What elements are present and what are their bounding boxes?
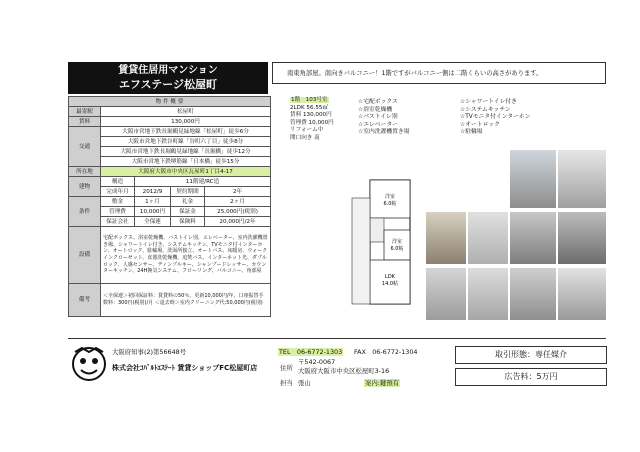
transport-line: 大阪市営地下鉄長堀鶴見緑地線「長堀橋」徒歩12分 bbox=[101, 147, 271, 157]
summary-line: 2LDK 56.55㎡ bbox=[290, 104, 329, 111]
feature-item: ☆駐輪場 bbox=[460, 129, 483, 136]
title-line2: エフステージ松屋町 bbox=[118, 78, 218, 91]
spec-table bbox=[68, 96, 271, 317]
address-label: 住所 bbox=[280, 364, 293, 372]
tel-number: TEL 06-6772-1303 bbox=[279, 348, 343, 356]
feature-item: ☆オートロック bbox=[460, 121, 500, 128]
deposit-value: 1ヶ月 bbox=[135, 197, 171, 207]
deal-value: 専任媒介 bbox=[535, 350, 567, 359]
mascot-logo bbox=[70, 344, 108, 384]
deposit-label: 敷金 bbox=[101, 197, 135, 207]
facilities-label: 設備 bbox=[69, 227, 101, 284]
term-label: 契約期間 bbox=[171, 187, 205, 197]
room-photo bbox=[510, 212, 556, 264]
keymoney-label: 礼金 bbox=[171, 197, 205, 207]
ad-label: 広告料： bbox=[504, 372, 537, 381]
title-line1: 賃貸住居用マンション bbox=[118, 65, 218, 76]
feature-item: ☆浴室乾燥機 bbox=[358, 106, 393, 113]
deal-label: 取引形態： bbox=[495, 350, 535, 359]
hall-photo bbox=[510, 268, 556, 320]
address-value: 大阪府大阪市中央区瓦屋町1丁目4-17 bbox=[101, 167, 271, 177]
room1-size: 6.0帖 bbox=[383, 201, 397, 207]
transport-line: 大阪市営地下鉄谷町線「谷町六丁目」徒歩8分 bbox=[101, 137, 271, 147]
insurance-value: 20,000円/2年 bbox=[205, 217, 271, 227]
built-label: 完成年月 bbox=[101, 187, 135, 197]
feature-item: ☆バストイレ別 bbox=[358, 114, 398, 121]
unit-summary bbox=[290, 97, 350, 143]
footer-divider bbox=[68, 338, 606, 339]
feature-item: ☆シャワートイレ付き bbox=[460, 99, 517, 105]
spec-header: 物 件 概 要 bbox=[69, 97, 271, 107]
features-column-2 bbox=[460, 99, 530, 137]
document-title bbox=[68, 62, 268, 94]
feature-item: ☆室内洗濯機置き場 bbox=[358, 129, 410, 136]
unit-tag: 1階 103号室 bbox=[291, 97, 328, 103]
mgmt-label: 管理費 bbox=[101, 207, 135, 217]
kitchen-photo bbox=[426, 212, 466, 264]
conditions-label: 条件 bbox=[69, 197, 101, 227]
keymoney-value: 2ヶ月 bbox=[205, 197, 271, 207]
address-label: 所在地 bbox=[69, 167, 101, 177]
staff-name: 張山 bbox=[298, 379, 311, 387]
guarantee-value: 全保連 bbox=[135, 217, 171, 227]
license-number: 大阪府知事(2)第56648号 bbox=[112, 348, 187, 356]
room2-size: 6.0帖 bbox=[390, 246, 404, 252]
summary-line: 開口向き 南 bbox=[290, 134, 320, 141]
notice-box: 南東角部屋。南向きバルコニー！1階ですがバルコニー側は二階くらいの高さがあります。 bbox=[272, 62, 606, 84]
station-value: 松屋町 bbox=[101, 107, 271, 117]
guarantee-label: 保証会社 bbox=[101, 217, 135, 227]
fax-number: FAX 06-6772-1304 bbox=[354, 348, 418, 356]
transport-line: 大阪市営地下鉄堺筋線「日本橋」徒歩15分 bbox=[101, 157, 271, 167]
building-label: 建物 bbox=[69, 177, 101, 197]
deal-type-box bbox=[455, 346, 607, 364]
rent-label: 賃料 bbox=[69, 117, 101, 127]
structure-label: 構造 bbox=[101, 177, 135, 187]
washroom-photo bbox=[426, 268, 466, 320]
transport-label: 交通 bbox=[69, 127, 101, 167]
entrance-photo bbox=[558, 150, 606, 208]
rent-value: 130,000円 bbox=[101, 117, 271, 127]
balcony-photo bbox=[558, 212, 606, 264]
security-value: 25,000円(税別) bbox=[205, 207, 271, 217]
toilet-photo bbox=[468, 268, 508, 320]
station-label: 最寄駅 bbox=[69, 107, 101, 117]
office-address: 〒542-0067 大阪府大阪市中央区松屋町3-16 bbox=[298, 358, 390, 375]
transport-line: 大阪市営地下鉄長堀鶴見緑地線「松屋町」徒歩6分 bbox=[101, 127, 271, 137]
remarks-label: 備考 bbox=[69, 284, 101, 317]
ad-fee-box bbox=[455, 368, 607, 386]
building-photo bbox=[510, 150, 556, 208]
bath-photo bbox=[468, 212, 508, 264]
feature-item: ☆宅配ボックス bbox=[358, 99, 398, 105]
room1-label: 洋室 bbox=[384, 194, 396, 200]
feature-item: ☆TVモニタ付インターホン bbox=[460, 114, 531, 121]
guide-note: 案内:鍵預有 bbox=[365, 379, 400, 387]
summary-line: リフォーム中 bbox=[290, 127, 324, 134]
ldk-size: 14.0帖 bbox=[381, 281, 399, 287]
floor-plan bbox=[350, 178, 418, 308]
built-value: 2012/9 bbox=[135, 187, 171, 197]
ldk-label: LDK bbox=[385, 274, 395, 280]
security-label: 保証金 bbox=[171, 207, 205, 217]
view-photo bbox=[558, 268, 606, 320]
mgmt-value: 10,000円 bbox=[135, 207, 171, 217]
feature-item: ☆システムキッチン bbox=[460, 106, 511, 113]
ad-value: 5万円 bbox=[536, 372, 558, 381]
summary-line: 管理費 10,000円 bbox=[290, 119, 334, 126]
insurance-label: 保険料 bbox=[171, 217, 205, 227]
company-name: 株式会社ｺﾊﾞﾙﾄｴｽﾃｰﾄ 賃貸ショップFC松屋町店 bbox=[112, 364, 258, 372]
term-value: 2年 bbox=[205, 187, 271, 197]
staff-label: 担当 bbox=[280, 379, 293, 387]
facilities-value: 宅配ボックス、浴室乾燥機、バストイレ別、エレベーター、室内洗濯機置き場、シャワートイレ付き、システムキッチン、TVモニタ付インターホン、オートロック、駐輪場、洗面所独立、オートバス、床暖房、ウォークインクローゼット、食器洗乾燥機、追焚バス、インターネット光、ダブルロック、人感センサー、ディンプルキー、シャンプードレッサー、カウンターキッチン、24H換気システム、フローリング、バルコニー、角部屋 bbox=[101, 227, 271, 284]
remarks-value: ＜全保連＞初回保証料：賃貸料の50％、更新10,000円/年、口座振替手数料：300円(税別)/月 ＜退去時＞室内クリーニング代:50,000円(税別) bbox=[101, 284, 271, 317]
summary-line: 賃料 130,000円 bbox=[290, 112, 332, 119]
feature-item: ☆エレベーター bbox=[358, 121, 398, 128]
structure-value: 11階建/RC造 bbox=[135, 177, 271, 187]
room2-label: 洋室 bbox=[391, 239, 403, 245]
features-column-1 bbox=[358, 99, 410, 137]
